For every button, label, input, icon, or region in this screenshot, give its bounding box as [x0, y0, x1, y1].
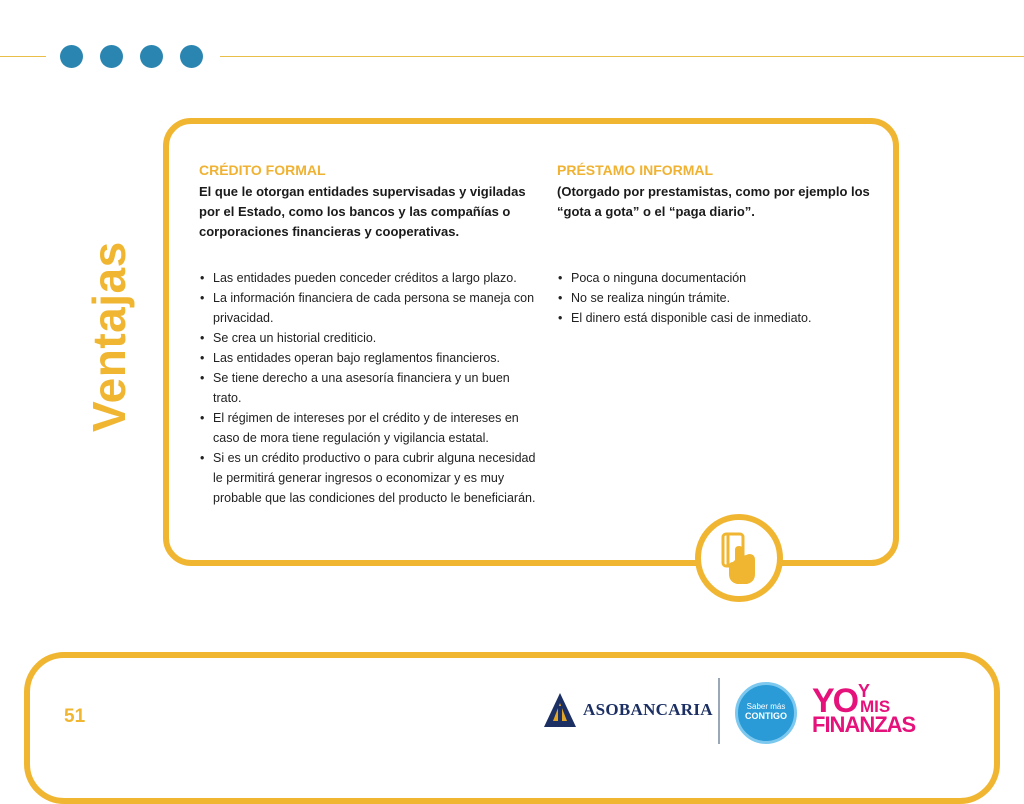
dot-1: [60, 45, 83, 68]
logo-mis: MIS: [860, 697, 891, 716]
dot-4: [180, 45, 203, 68]
logo-y: Y: [858, 681, 871, 701]
formal-list: [199, 268, 539, 508]
saber-line2: CONTIGO: [745, 711, 787, 721]
list-item: • Poca o ninguna documentación: [557, 268, 811, 288]
formal-column: [199, 162, 539, 505]
informal-title: PRÉSTAMO INFORMAL: [557, 162, 714, 178]
hand-card-badge: [695, 514, 783, 602]
dot-3: [140, 45, 163, 68]
list-item: • El dinero está disponible casi de inmediato.: [557, 308, 811, 328]
informal-list: [557, 268, 811, 328]
header-line-left: [0, 56, 46, 57]
list-item: • Las entidades pueden conceder créditos a largo plazo.: [199, 268, 539, 288]
formal-description: El que le otorgan entidades supervisadas y vigiladas por el Estado, como los bancos y las compañías o corporaciones financieras y cooperativas.: [199, 184, 526, 239]
list-item: • La información financiera de cada persona se maneja con privacidad.: [199, 288, 539, 328]
list-item: • Si es un crédito productivo o para cubrir alguna necesidad le permitirá generar ingresos o economizar y es muy probable que las condiciones del producto le beneficiarán.: [199, 448, 539, 508]
informal-description: (Otorgado por prestamistas, como por ejemplo los “gota a gota” o el “paga diario”.: [557, 184, 870, 219]
list-item: • Las entidades operan bajo reglamentos financieros.: [199, 348, 539, 368]
logo-yo: YO: [812, 682, 858, 720]
saber-mas-contigo-logo: [735, 682, 797, 744]
asobancaria-text: ASOBANCARIA: [583, 700, 713, 719]
asobancaria-emblem-icon: [543, 692, 577, 728]
list-item: • No se realiza ningún trámite.: [557, 288, 811, 308]
asobancaria-logo: [543, 692, 713, 728]
header-dots: [60, 45, 203, 68]
list-item: • Se crea un historial crediticio.: [199, 328, 539, 348]
hand-card-icon: [715, 530, 763, 588]
header-line-right: [220, 56, 1024, 57]
logo-finanzas: FINANZAS: [812, 712, 916, 737]
comparison-card: [163, 118, 899, 566]
saber-line1: Saber más: [746, 702, 786, 711]
page-number: 51: [64, 706, 86, 727]
list-item: • El régimen de intereses por el crédito y de intereses en caso de mora tiene regulación y vigilancia estatal.: [199, 408, 539, 448]
dot-2: [100, 45, 123, 68]
informal-column: [557, 162, 887, 325]
list-item: • Se tiene derecho a una asesoría financiera y un buen trato.: [199, 368, 539, 408]
logo-divider: [718, 678, 720, 744]
side-title: Ventajas: [83, 241, 135, 432]
formal-title: CRÉDITO FORMAL: [199, 162, 326, 178]
